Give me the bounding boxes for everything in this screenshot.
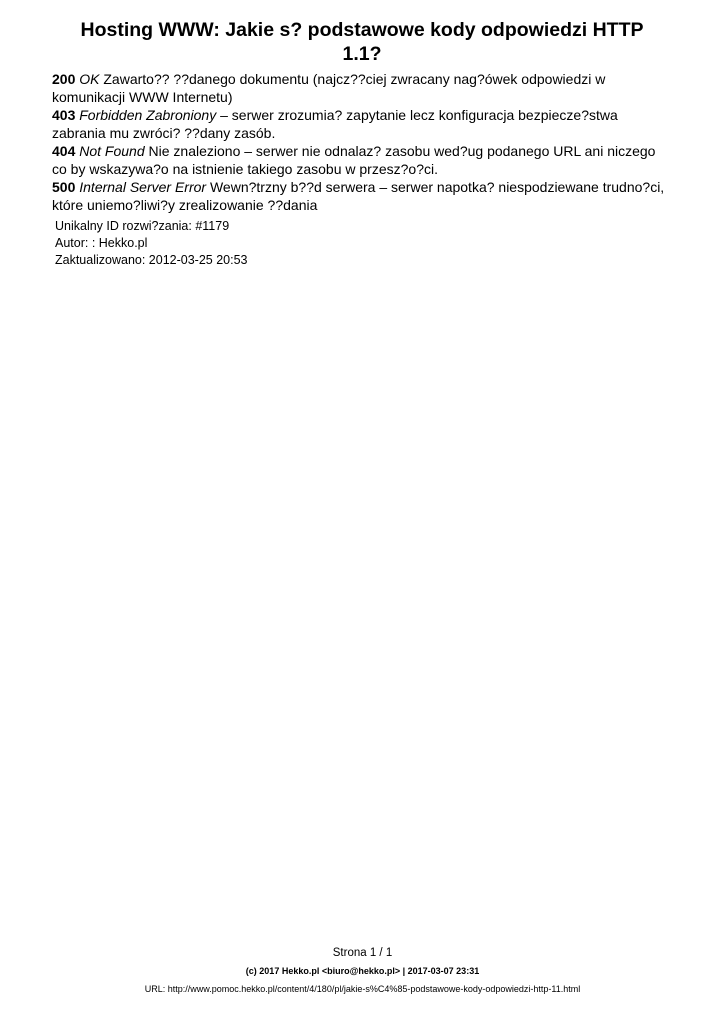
status-code-description: Nie znaleziono – serwer nie odnalaz? zasobu wed?ug podanego URL ani niczego co by wskazywa?o na istnienie takiego zasobu w przesz?o?ci. (52, 143, 656, 177)
article-meta (55, 218, 248, 269)
status-code-list (52, 70, 672, 214)
updated-date: Zaktualizowano: 2012-03-25 20:53 (55, 253, 248, 267)
status-code-number: 200 (52, 71, 76, 87)
status-code-number: 403 (52, 107, 76, 123)
status-code-entry (52, 142, 672, 178)
status-code-entry (52, 70, 672, 106)
page-number: Strona 1 / 1 (332, 947, 393, 959)
author: Autor: : Hekko.pl (55, 236, 148, 250)
status-code-entry (52, 106, 672, 142)
page-title: Hosting WWW: Jakie s? podstawowe kody odpowiedzi HTTP 1.1? (80, 19, 644, 65)
status-code-name: Not Found (79, 143, 145, 159)
status-code-number: 500 (52, 179, 76, 195)
status-code-number: 404 (52, 143, 76, 159)
status-code-description: – serwer zrozumia? zapytanie lecz konfiguracja bezpiecze?stwa zabrania mu zwróci? ??dany zasób. (52, 107, 618, 141)
status-code-description: Zawarto?? ??danego dokumentu (najcz??ciej zwracany nag?ówek odpowiedzi w komunikacji WWW Internetu) (52, 71, 606, 105)
status-code-entry (52, 178, 672, 214)
footer-copyright: (c) 2017 Hekko.pl <biuro@hekko.pl> | 2017-03-07 23:31 (245, 966, 480, 976)
solution-id: Unikalny ID rozwi?zania: #1179 (55, 219, 230, 233)
status-code-name: Internal Server Error (79, 179, 207, 195)
footer-url: URL: http://www.pomoc.hekko.pl/content/4/180/pl/jakie-s%C4%85-podstawowe-kody-odpowiedzi-http-11.html (144, 984, 581, 994)
status-code-description: Wewn?trzny b??d serwera – serwer napotka? niespodziewane trudno?ci, które uniemo?liwi?y zrealizowanie ??dania (52, 179, 665, 213)
status-code-name: Forbidden Zabroniony (79, 107, 217, 123)
status-code-name: OK (79, 71, 100, 87)
